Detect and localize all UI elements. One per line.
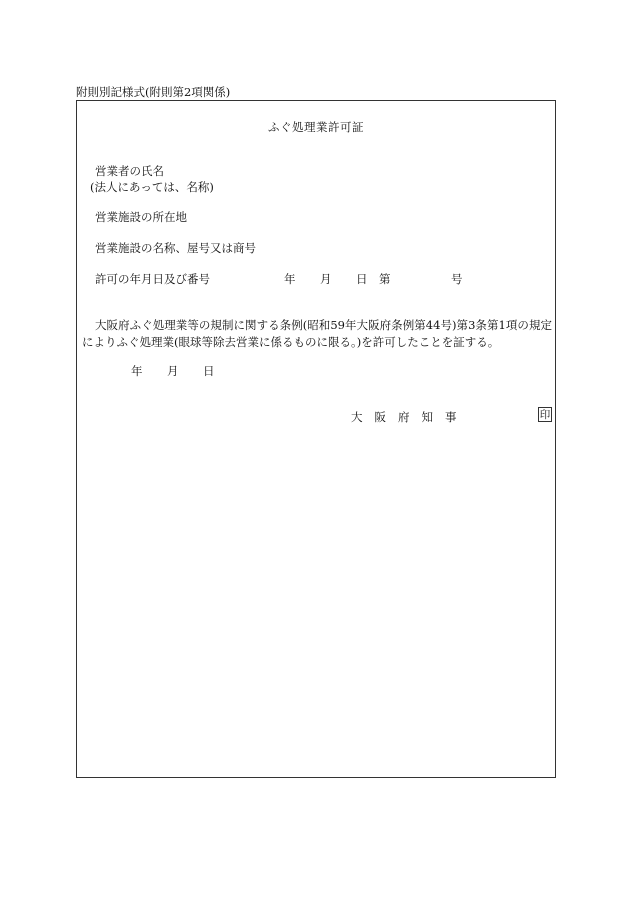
operator-name-note: (法人にあっては、名称) bbox=[90, 180, 214, 194]
seal-mark: 印 bbox=[539, 409, 551, 421]
issuer-char: 知 bbox=[421, 410, 433, 424]
operator-name-label: 営業者の氏名 bbox=[95, 164, 164, 178]
issue-year-label: 年 bbox=[131, 364, 143, 378]
permit-year-label: 年 bbox=[284, 272, 296, 286]
permit-number-suffix: 号 bbox=[451, 272, 463, 286]
permit-date-number-label: 許可の年月日及び番号 bbox=[95, 272, 210, 286]
issuer-title bbox=[351, 409, 469, 425]
certificate-title: ふぐ処理業許可証 bbox=[268, 120, 364, 134]
issuer-char: 大 bbox=[351, 410, 363, 424]
issue-month-label: 月 bbox=[167, 364, 179, 378]
permit-day-label: 日 bbox=[356, 272, 368, 286]
permit-month-label: 月 bbox=[320, 272, 332, 286]
issuer-char: 事 bbox=[445, 410, 457, 424]
issuer-char: 阪 bbox=[374, 410, 386, 424]
facility-name-label: 営業施設の名称、屋号又は商号 bbox=[95, 241, 256, 255]
certificate-frame bbox=[76, 100, 556, 778]
facility-location-label: 営業施設の所在地 bbox=[95, 210, 187, 224]
form-label: 附則別記様式(附則第2項関係) bbox=[76, 85, 231, 99]
issue-day-label: 日 bbox=[203, 364, 215, 378]
permit-number-prefix: 第 bbox=[379, 272, 391, 286]
certification-statement: 大阪府ふぐ処理業等の規制に関する条例(昭和59年大阪府条例第44号)第3条第1項の規定によりふぐ処理業(眼球等除去営業に係るものに限る。)を許可したことを証する。 bbox=[82, 318, 552, 349]
issuer-char: 府 bbox=[398, 410, 410, 424]
